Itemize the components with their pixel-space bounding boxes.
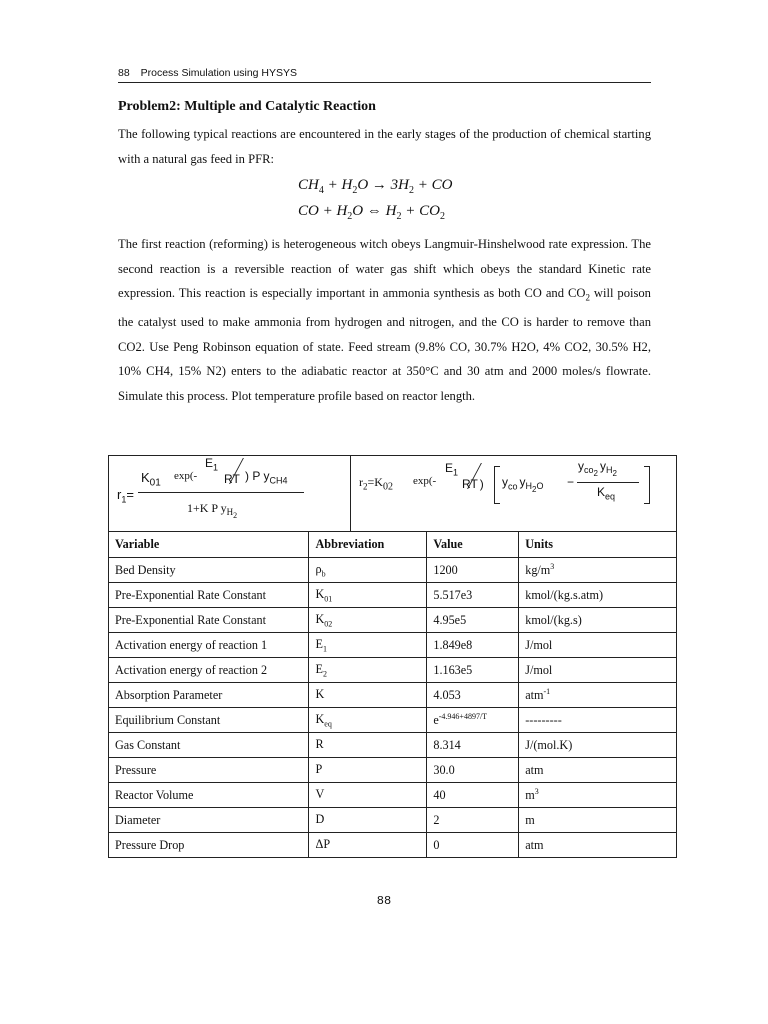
bracket-left <box>494 466 500 504</box>
fraction-bar-2 <box>577 482 639 483</box>
table-row <box>109 658 677 683</box>
header-value: Value <box>427 532 519 558</box>
cell-variable: Absorption Parameter <box>109 683 309 708</box>
cell-abbreviation: K <box>309 683 427 708</box>
table-row <box>109 608 677 633</box>
table-row <box>109 808 677 833</box>
header-page-number: 88 <box>118 67 130 79</box>
cell-units: --------- <box>519 708 677 733</box>
cell-value: 2 <box>427 808 519 833</box>
cell-variable: Activation energy of reaction 2 <box>109 658 309 683</box>
footer-page-number: 88 <box>376 894 392 908</box>
table-row <box>109 583 677 608</box>
cell-value: 1.163e5 <box>427 658 519 683</box>
cell-units: atm <box>519 833 677 858</box>
table-row <box>109 558 677 583</box>
bracket-right <box>644 466 650 504</box>
header-units: Units <box>519 532 677 558</box>
cell-units: $kg/m^3$ <box>519 558 677 583</box>
cell-value: 4.95e5 <box>427 608 519 633</box>
cell-units: J/mol <box>519 658 677 683</box>
cell-value: $e^{-4.946+4897/T}$ <box>427 708 519 733</box>
cell-variable: Gas Constant <box>109 733 309 758</box>
cell-abbreviation: $K_{02}$ <box>309 608 427 633</box>
cell-units: kmol/(kg.s) <box>519 608 677 633</box>
cell-units: kmol/(kg.s.atm) <box>519 583 677 608</box>
cell-abbreviation: $E_2$ <box>309 658 427 683</box>
cell-variable: Bed Density <box>109 558 309 583</box>
description-paragraph: The first reaction (reforming) is heterogeneous witch obeys Langmuir-Hinshelwood rate expression. The second reaction is a reversible reaction of water gas shift which obeys the standard Kinetic rate expression. This reaction is especially important in ammonia synthesis as both CO and $CO_2$ will poison the catalyst used to make ammonia from hydrogen and nitrogen, and the CO is harder to remove than CO2. Use Peng Robinson equation of state. Feed stream (9.8% CO, 30.7% H2O, 4% CO2, 30.5% H2, 10% CH4, 15% N2) enters to the adiabatic reactor at 350°C and 30 atm and 2000 moles/s flowrate. Simulate this process. Plot temperature profile based on reactor length. <box>118 237 651 403</box>
cell-value: 0 <box>427 833 519 858</box>
cell-value: 40 <box>427 783 519 808</box>
header-abbreviation: Abbreviation <box>309 532 427 558</box>
table-row <box>109 708 677 733</box>
table-row <box>109 783 677 808</box>
intro-paragraph: The following typical reactions are encountered in the early stages of the production of chemical starting with a natural gas feed in PFR: <box>118 127 651 166</box>
cell-variable: Activation energy of reaction 1 <box>109 633 309 658</box>
cell-variable: Reactor Volume <box>109 783 309 808</box>
header-variable: Variable <box>109 532 309 558</box>
cell-abbreviation: $E_1$ <box>309 633 427 658</box>
problem-title: Problem2: Multiple and Catalytic Reaction <box>118 99 376 114</box>
fraction-bar-1 <box>138 492 304 493</box>
table-row <box>109 683 677 708</box>
table-row <box>109 733 677 758</box>
cell-units: atm$^{-1}$ <box>519 683 677 708</box>
table-header-row <box>109 532 677 558</box>
cell-units: J/(mol.K) <box>519 733 677 758</box>
cell-value: 30.0 <box>427 758 519 783</box>
cell-variable: Pre-Exponential Rate Constant <box>109 583 309 608</box>
cell-value: 1.849e8 <box>427 633 519 658</box>
cell-abbreviation: P <box>309 758 427 783</box>
cell-units: $m^3$ <box>519 783 677 808</box>
cell-abbreviation: V <box>309 783 427 808</box>
cell-value: 4.053 <box>427 683 519 708</box>
header-book-title: Process Simulation using HYSYS <box>140 67 298 79</box>
parameters-table <box>108 531 677 858</box>
cell-units: m <box>519 808 677 833</box>
cell-variable: Equilibrium Constant <box>109 708 309 733</box>
cell-abbreviation: $K_{eq}$ <box>309 708 427 733</box>
cell-value: 8.314 <box>427 733 519 758</box>
table-row <box>109 758 677 783</box>
cell-units: atm <box>519 758 677 783</box>
cell-abbreviation: $K_{01}$ <box>309 583 427 608</box>
reaction-equation-1: $CH_4 + H_2O \to 3H_2$ + CO <box>298 177 453 196</box>
cell-variable: Diameter <box>109 808 309 833</box>
cell-abbreviation: R <box>309 733 427 758</box>
cell-abbreviation: ΔP <box>309 833 427 858</box>
table-row <box>109 833 677 858</box>
cell-variable: Pre-Exponential Rate Constant <box>109 608 309 633</box>
cell-units: J/mol <box>519 633 677 658</box>
table-row <box>109 633 677 658</box>
cell-variable: Pressure Drop <box>109 833 309 858</box>
cell-value: 1200 <box>427 558 519 583</box>
rate-expressions-divider <box>350 455 351 532</box>
reaction-equation-2: CO + $H_2O$ ⇔ $H_2 + CO_2$ <box>298 203 445 222</box>
cell-variable: Pressure <box>109 758 309 783</box>
cell-abbreviation: D <box>309 808 427 833</box>
cell-abbreviation: $\rho_b$ <box>309 558 427 583</box>
running-header <box>118 67 651 83</box>
cell-value: 5.517e3 <box>427 583 519 608</box>
